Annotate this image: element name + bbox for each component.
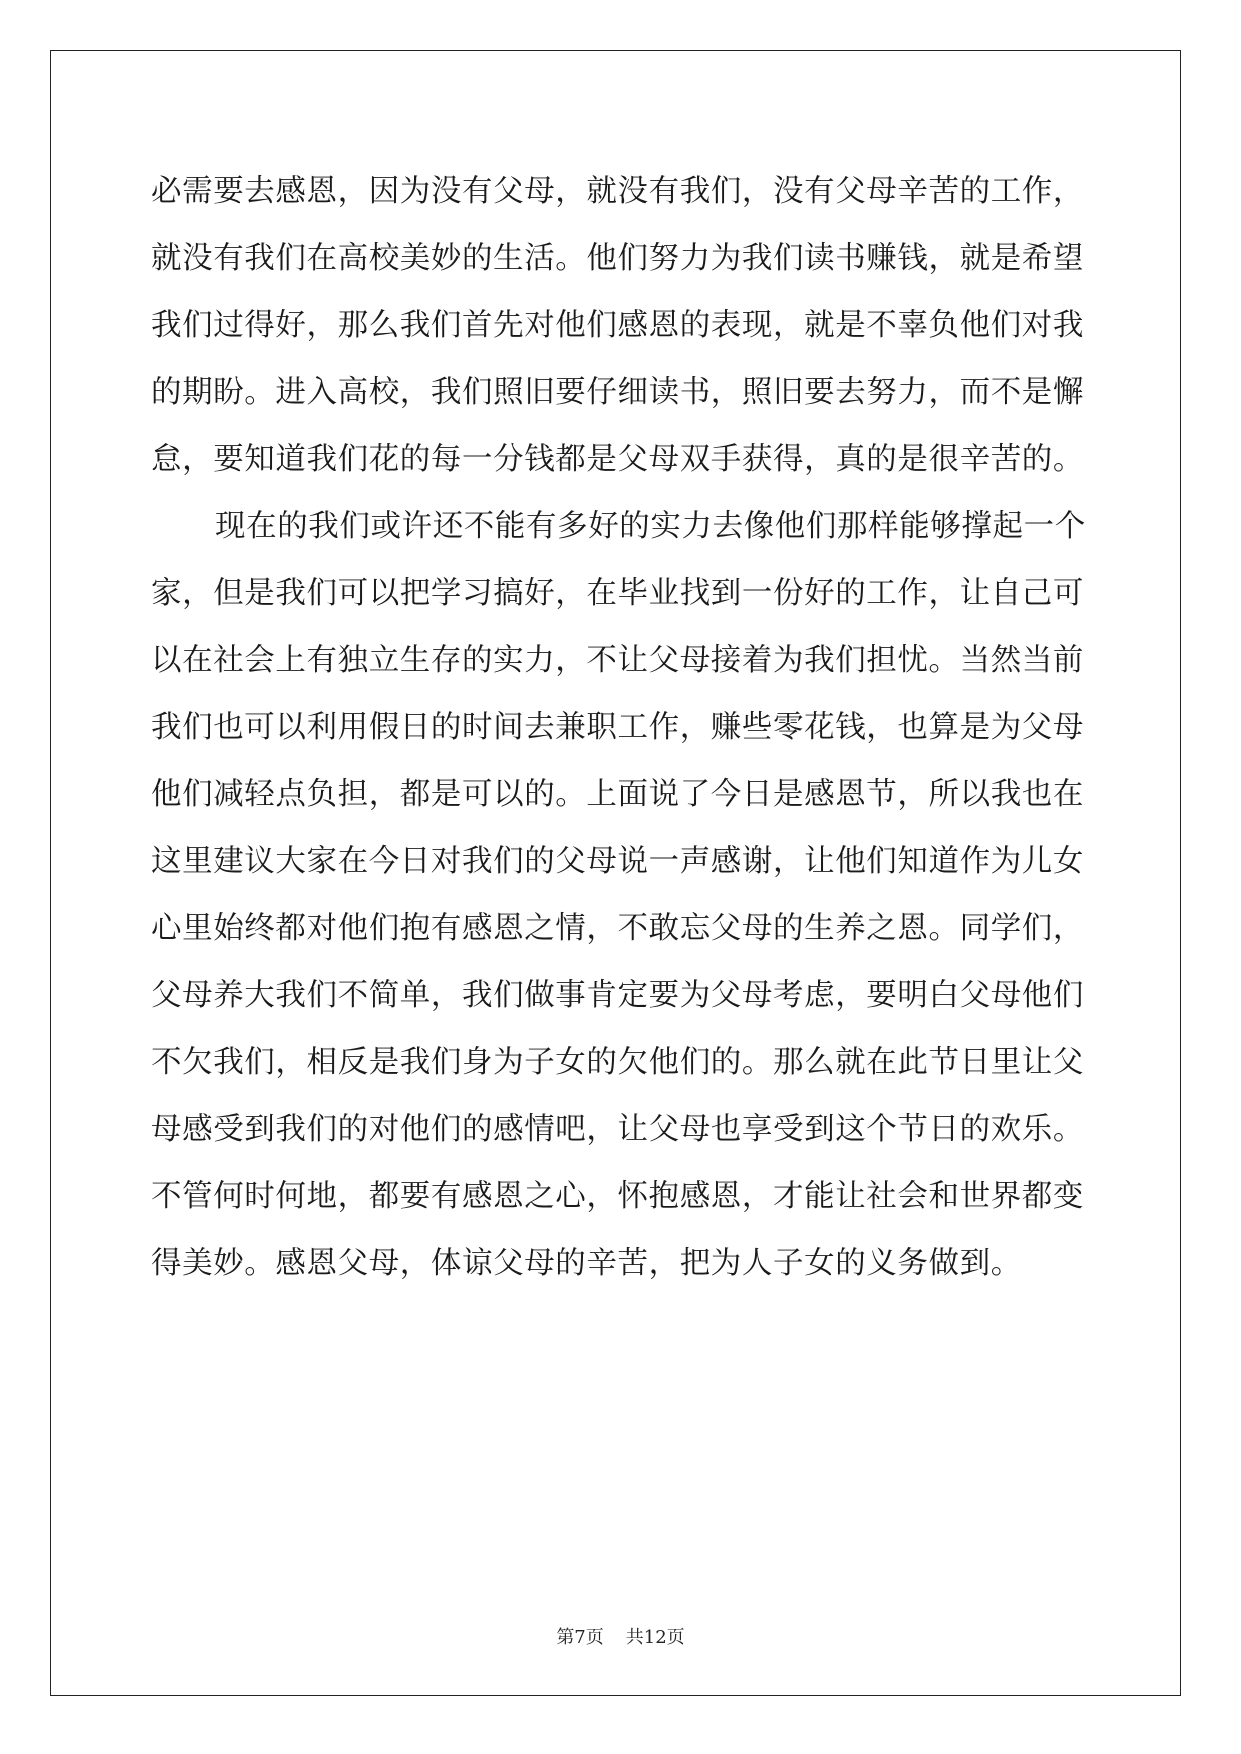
page-footer	[0, 1623, 1241, 1649]
text-line: 的期盼。进入高校，我们照旧要仔细读书，照旧要去努力，而不是懈	[151, 375, 1084, 410]
text-line: 母感受到我们的对他们的感情吧，让父母也享受到这个节日的欢乐。	[151, 1112, 1084, 1147]
text-line: 父母养大我们不简单，我们做事肯定要为父母考虑，要明白父母他们	[151, 978, 1084, 1013]
page-total: 共12页	[625, 1627, 685, 1648]
text-line: 家，但是我们可以把学习搞好，在毕业找到一份好的工作，让自己可	[151, 576, 1084, 611]
page-number: 第7页	[556, 1627, 604, 1648]
text-line: 我们过得好，那么我们首先对他们感恩的表现，就是不辜负他们对我	[151, 308, 1084, 343]
text-line: 我们也可以利用假日的时间去兼职工作，赚些零花钱，也算是为父母	[151, 710, 1084, 745]
text-line: 不管何时何地，都要有感恩之心，怀抱感恩，才能让社会和世界都变	[151, 1179, 1084, 1214]
text-line: 以在社会上有独立生存的实力，不让父母接着为我们担忧。当然当前	[151, 643, 1084, 678]
text-line: 怠，要知道我们花的每一分钱都是父母双手获得，真的是很辛苦的。	[151, 442, 1084, 477]
text-line: 必需要去感恩，因为没有父母，就没有我们，没有父母辛苦的工作，	[151, 174, 1084, 209]
text-line: 他们减轻点负担，都是可以的。上面说了今日是感恩节，所以我也在	[151, 777, 1084, 812]
text-line: 就没有我们在高校美妙的生活。他们努力为我们读书赚钱，就是希望	[151, 241, 1084, 276]
text-line-indented: 现在的我们或许还不能有多好的实力去像他们那样能够撑起一个	[215, 509, 1086, 544]
text-line: 不欠我们，相反是我们身为子女的欠他们的。那么就在此节日里让父	[151, 1045, 1084, 1080]
text-line: 这里建议大家在今日对我们的父母说一声感谢，让他们知道作为儿女	[151, 844, 1084, 879]
text-line: 心里始终都对他们抱有感恩之情，不敢忘父母的生养之恩。同学们，	[151, 911, 1084, 946]
text-line: 得美妙。感恩父母，体谅父母的辛苦，把为人子女的义务做到。	[151, 1246, 1022, 1281]
document-body	[151, 158, 1091, 1297]
